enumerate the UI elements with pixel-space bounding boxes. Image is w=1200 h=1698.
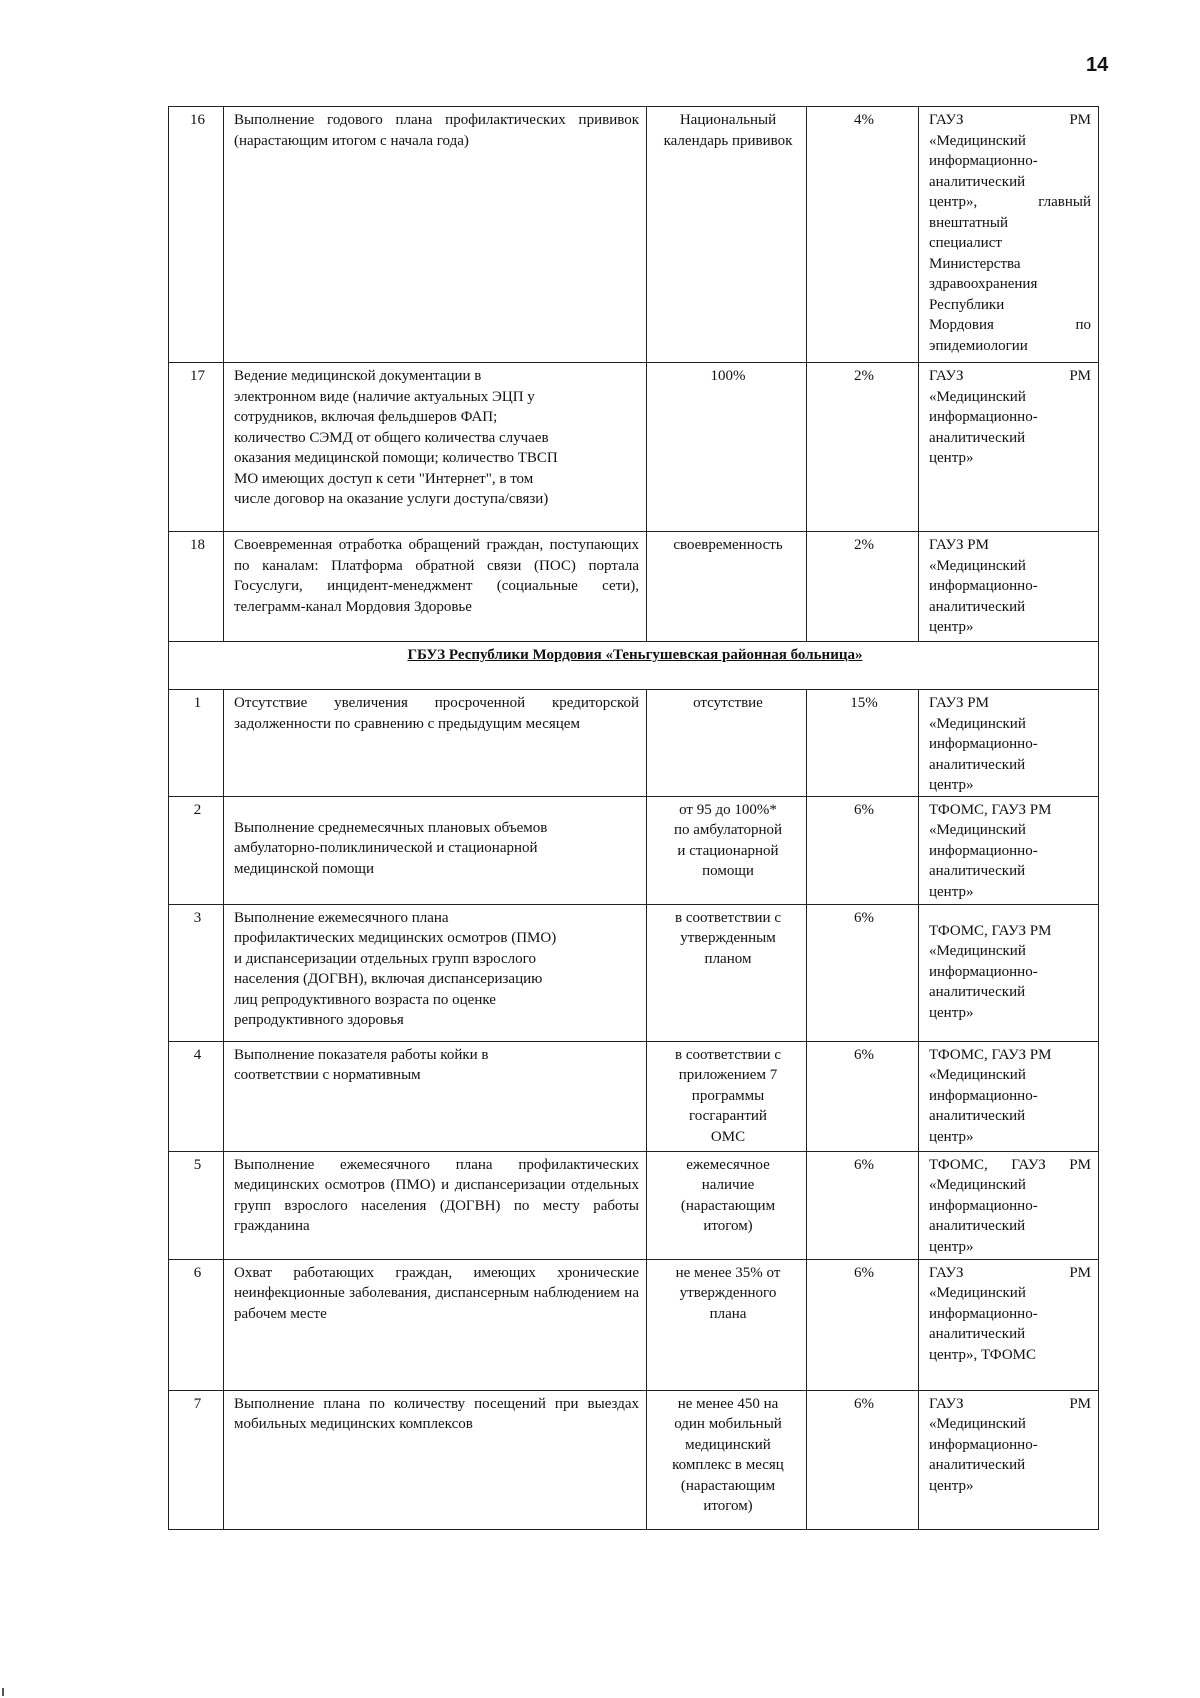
row-number: 2 <box>169 796 224 904</box>
row-weight: 6% <box>807 904 919 1041</box>
table-row <box>169 107 1099 363</box>
resp-word: ГАУЗ <box>929 112 964 128</box>
criterion-line: ОМС <box>710 1128 746 1145</box>
row-responsible <box>919 532 1099 642</box>
resp-line: «Медицинский <box>929 557 1026 574</box>
resp-line: центр» <box>929 1477 974 1494</box>
resp-line: специалист <box>929 235 1002 251</box>
resp-line: информационно- <box>929 409 1038 425</box>
criterion-line: утвержденного <box>679 1285 777 1301</box>
criterion-line: приложением 7 <box>678 1067 778 1083</box>
resp-line: аналитический <box>929 984 1026 1000</box>
desc-line: Выполнение среднемесячных плановых объемов <box>234 819 548 836</box>
table-row <box>169 363 1099 532</box>
criterion-line: комплекс в месяц <box>672 1457 784 1473</box>
row-criterion <box>647 1151 807 1259</box>
resp-word: Мордовия <box>929 317 994 333</box>
row-description <box>224 904 647 1041</box>
resp-line: «Медицинский <box>929 388 1026 405</box>
resp-line: центр» <box>929 777 974 793</box>
row-weight: 6% <box>807 1151 919 1259</box>
desc-line: Выполнение показателя работы койки в <box>234 1046 489 1063</box>
row-number: 5 <box>169 1151 224 1259</box>
resp-line: ГАУЗ РМ <box>929 537 989 553</box>
resp-line: информационно- <box>929 842 1038 859</box>
resp-word: ГАУЗ <box>1011 1156 1046 1173</box>
criterion-line: помощи <box>702 863 754 879</box>
row-responsible <box>919 107 1099 363</box>
row-criterion: 100% <box>647 363 807 532</box>
resp-line: центр» <box>929 1004 974 1021</box>
resp-line: центр» <box>929 1238 974 1255</box>
row-criterion <box>647 1259 807 1390</box>
row-number: 6 <box>169 1259 224 1390</box>
row-description: Охват работающих граждан, имеющих хронические неинфекционные заболевания, диспансерным наблюдением на рабочем месте <box>224 1259 647 1390</box>
criterion-line: по амбулаторной <box>674 822 782 838</box>
resp-line: центр» <box>929 450 974 466</box>
resp-word: РМ <box>1069 1156 1091 1173</box>
row-description <box>224 796 647 904</box>
criterion-line: ежемесячное <box>686 1156 770 1173</box>
resp-line: ГАУЗ РМ <box>929 695 989 711</box>
desc-line: МО имеющих доступ к сети "Интернет", в том <box>234 470 534 487</box>
resp-line: Республики <box>929 296 1005 313</box>
resp-line: эпидемиологии <box>929 337 1028 354</box>
section-row <box>169 642 1099 690</box>
desc-line: репродуктивного здоровья <box>234 1012 404 1028</box>
row-description <box>224 1041 647 1151</box>
resp-word: РМ <box>1069 368 1091 384</box>
resp-line: центр» <box>929 883 974 900</box>
resp-line: «Медицинский <box>929 943 1026 959</box>
resp-line: информационно- <box>929 963 1038 980</box>
row-responsible <box>919 363 1099 532</box>
desc-line: оказания медицинской помощи; количество ТВСП <box>234 450 558 466</box>
table-row <box>169 796 1099 904</box>
desc-line: амбулаторно-поликлинической и стационарной <box>234 840 538 856</box>
resp-word: по <box>1075 317 1091 333</box>
table-row <box>169 1041 1099 1151</box>
desc-line: количество СЭМД от общего количества случаев <box>234 429 549 446</box>
row-number: 1 <box>169 690 224 797</box>
criterion-line: планом <box>704 950 752 967</box>
resp-line: информационно- <box>929 1436 1038 1453</box>
resp-line: информационно- <box>929 578 1038 594</box>
row-description: Выполнение годового плана профилактических прививок (нарастающим итогом с начала года) <box>224 107 647 363</box>
criterion-line: (нарастающим <box>680 1197 776 1214</box>
row-weight: 2% <box>807 532 919 642</box>
resp-word: ТФОМС, <box>929 1156 988 1173</box>
desc-line: числе договор на оказание услуги доступа/связи) <box>234 491 549 507</box>
row-responsible <box>919 1390 1099 1529</box>
row-weight: 6% <box>807 1041 919 1151</box>
resp-line: аналитический <box>929 1218 1026 1234</box>
resp-line: здравоохранения <box>929 276 1038 292</box>
criterion-line: утвержденным <box>680 930 776 946</box>
resp-line: информационно- <box>929 1305 1038 1322</box>
resp-line: центр» <box>929 1128 974 1145</box>
criterion-line: плана <box>709 1305 747 1322</box>
desc-line: медицинской помощи <box>234 860 374 877</box>
section-title: ГБУЗ Республики Мордовия «Теньгушевская районная больница» <box>407 647 863 663</box>
resp-line: «Медицинский <box>929 1177 1026 1193</box>
row-number: 7 <box>169 1390 224 1529</box>
resp-line: аналитический <box>929 598 1026 615</box>
desc-line: и диспансеризации отдельных групп взрослого <box>234 950 536 967</box>
row-criterion: Национальный календарь прививок <box>647 107 807 363</box>
resp-line: информационно- <box>929 736 1038 752</box>
criterion-line: один мобильный <box>674 1416 782 1432</box>
resp-line: «Медицинский <box>929 132 1026 149</box>
resp-line: «Медицинский <box>929 1285 1026 1301</box>
criterion-line: в соответствии с <box>675 1046 781 1063</box>
row-number: 17 <box>169 363 224 532</box>
row-weight: 4% <box>807 107 919 363</box>
row-responsible <box>919 1151 1099 1259</box>
row-weight: 15% <box>807 690 919 797</box>
desc-line: сотрудников, включая фельдшеров ФАП; <box>234 409 498 425</box>
row-criterion <box>647 904 807 1041</box>
resp-line: аналитический <box>929 429 1026 446</box>
resp-word: центр», <box>929 194 978 210</box>
indicators-table <box>168 106 1099 1530</box>
resp-word: РМ <box>1069 1395 1091 1412</box>
resp-line: «Медицинский <box>929 1416 1026 1432</box>
resp-line: аналитический <box>929 173 1026 190</box>
resp-line: ТФОМС, ГАУЗ РМ <box>929 801 1052 818</box>
row-weight: 2% <box>807 363 919 532</box>
row-description: Отсутствие увеличения просроченной кредиторской задолженности по сравнению с предыдущим месяцем <box>224 690 647 797</box>
criterion-line: медицинский <box>685 1436 771 1453</box>
section-header <box>169 642 1099 690</box>
resp-line: «Медицинский <box>929 1067 1026 1083</box>
row-description: Выполнение плана по количеству посещений при выездах мобильных медицинских комплексов <box>224 1390 647 1529</box>
resp-word: ГАУЗ <box>929 1395 964 1412</box>
row-number: 4 <box>169 1041 224 1151</box>
criterion-line: не менее 450 на <box>677 1395 779 1412</box>
row-description: Выполнение ежемесячного плана профилактических медицинских осмотров (ПМО) и диспансеризации отдельных групп взрослого населения (ДОГВН) по месту работы гражданина <box>224 1151 647 1259</box>
table-row <box>169 1390 1099 1529</box>
resp-line: аналитический <box>929 1326 1026 1342</box>
criterion-line: (нарастающим <box>680 1477 776 1494</box>
row-number: 16 <box>169 107 224 363</box>
row-weight: 6% <box>807 1259 919 1390</box>
desc-line: профилактических медицинских осмотров (ПМО) <box>234 930 557 946</box>
resp-line: аналитический <box>929 756 1026 773</box>
table-row <box>169 1151 1099 1259</box>
row-responsible <box>919 1259 1099 1390</box>
row-description: Своевременная отработка обращений граждан, поступающих по каналам: Платформа обратной связи (ПОС) портала Госуслуги, инцидент-менеджмент (социальные сети), телеграмм-канал Мордовия Здоровье <box>224 532 647 642</box>
resp-word: ГАУЗ <box>929 368 964 384</box>
row-responsible <box>919 796 1099 904</box>
resp-line: ТФОМС, ГАУЗ РМ <box>929 1046 1052 1063</box>
desc-line: электронном виде (наличие актуальных ЭЦП у <box>234 388 535 405</box>
row-criterion <box>647 796 807 904</box>
row-responsible <box>919 690 1099 797</box>
scan-mark <box>2 1688 8 1696</box>
resp-line: «Медицинский <box>929 822 1026 838</box>
row-weight: 6% <box>807 1390 919 1529</box>
resp-line: аналитический <box>929 863 1026 879</box>
resp-word: главный <box>1038 194 1091 210</box>
desc-line: населения (ДОГВН), включая диспансеризацию <box>234 971 543 987</box>
row-responsible <box>919 904 1099 1041</box>
resp-line: информационно- <box>929 1087 1038 1104</box>
criterion-line: госгарантий <box>689 1108 767 1124</box>
row-criterion <box>647 1390 807 1529</box>
resp-line: информационно- <box>929 1197 1038 1214</box>
resp-line: ТФОМС, ГАУЗ РМ <box>929 922 1052 939</box>
resp-line: Министерства <box>929 255 1021 272</box>
resp-line: центр», ТФОМС <box>929 1346 1036 1363</box>
criterion-line: не менее 35% от <box>675 1264 781 1281</box>
table-row <box>169 532 1099 642</box>
criterion-line: в соответствии с <box>675 909 781 926</box>
criterion-line: от 95 до 100%* <box>679 801 777 818</box>
desc-line: Выполнение ежемесячного плана <box>234 909 449 926</box>
row-criterion: отсутствие <box>647 690 807 797</box>
criterion-line: программы <box>691 1087 765 1104</box>
row-number: 18 <box>169 532 224 642</box>
row-number: 3 <box>169 904 224 1041</box>
resp-word: РМ <box>1069 112 1091 128</box>
row-criterion: своевременность <box>647 532 807 642</box>
desc-line: Ведение медицинской документации в <box>234 368 482 384</box>
criterion-line: итогом) <box>703 1218 753 1234</box>
desc-line: лиц репродуктивного возраста по оценке <box>234 991 496 1008</box>
table-row <box>169 1259 1099 1390</box>
table-row <box>169 904 1099 1041</box>
row-description <box>224 363 647 532</box>
page-number: 14 <box>1086 54 1109 76</box>
resp-line: «Медицинский <box>929 715 1026 732</box>
resp-line: центр» <box>929 619 974 635</box>
row-criterion <box>647 1041 807 1151</box>
criterion-line: итогом) <box>703 1498 753 1514</box>
table-row <box>169 690 1099 797</box>
resp-word: РМ <box>1069 1264 1091 1281</box>
criterion-line: и стационарной <box>677 842 779 859</box>
resp-line: аналитический <box>929 1457 1026 1473</box>
resp-line: аналитический <box>929 1108 1026 1124</box>
resp-line: внештатный <box>929 214 1009 231</box>
desc-line: соответствии с нормативным <box>234 1067 421 1083</box>
row-weight: 6% <box>807 796 919 904</box>
row-responsible <box>919 1041 1099 1151</box>
resp-line: информационно- <box>929 153 1038 169</box>
criterion-line: наличие <box>701 1177 755 1193</box>
resp-word: ГАУЗ <box>929 1264 964 1281</box>
